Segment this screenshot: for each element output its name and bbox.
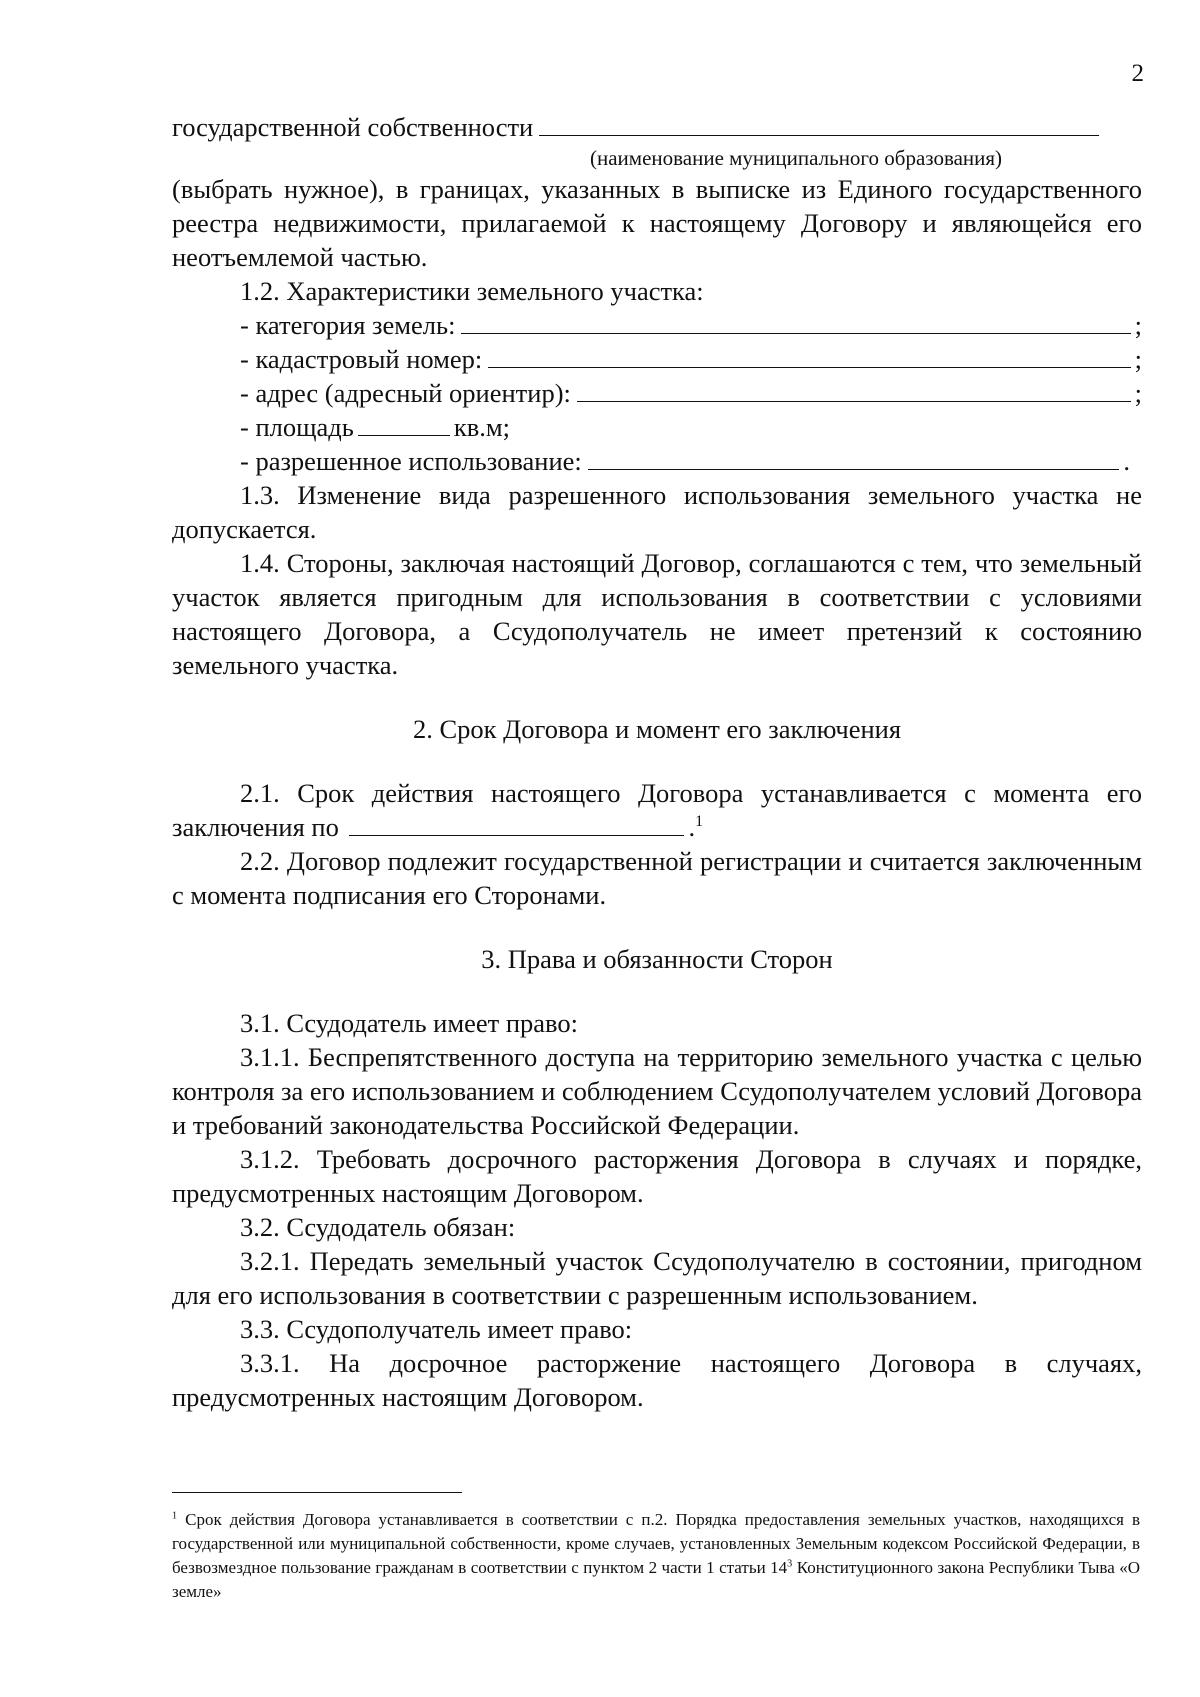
term-end-blank: [349, 834, 684, 836]
clause-1-2: 1.2. Характеристики земельного участка:: [240, 276, 704, 306]
page-number: 2: [1131, 60, 1144, 87]
footnote-separator: [172, 1492, 462, 1493]
clause-3-1-2: 3.1.2. Требовать досрочного расторжения Договора в случаях и порядке, предусмотренных настоящим Договором.: [172, 1144, 1142, 1208]
footnote-text-a: Срок действия Договора устанавливается в соответствии с п.2. Порядка предоставления земельных участков, находящихся в государственной или муниципальной собственности, кроме случаев, установленных Земельным кодексом Российской Федерации, в безвозмездное пользование гражданам в соответствии с пунктом 2 части 1 статьи 14: [172, 1510, 1140, 1577]
use-blank: [588, 468, 1120, 470]
clause-2-1-end: .: [688, 812, 696, 842]
clause-1-4: 1.4. Стороны, заключая настоящий Договор, соглашаются с тем, что земельный участок является пригодным для использования в соответствии с условиями настоящего Договора, а Ссудополучатель не имеет претензий к состоянию земельного участка.: [172, 548, 1142, 680]
section-2-heading: 2. Срок Договора и момент его заключения: [412, 714, 902, 744]
cadastral-blank: [488, 366, 1130, 368]
footnote-ref: 1: [695, 813, 704, 831]
use-row: [240, 444, 1142, 478]
clause-2-1: [172, 776, 1142, 844]
address-blank: [577, 400, 1131, 402]
municipality-blank: [539, 134, 1099, 136]
clause-3-3: 3.3. Ссудополучатель имеет право:: [240, 1314, 633, 1344]
municipality-caption: (наименование муниципального образования): [590, 146, 1003, 170]
area-label: - площадь: [240, 412, 354, 442]
section-3-heading: 3. Права и обязанности Сторон: [481, 944, 833, 974]
footnote-text-b: Конституционного закона Республики Тыва «О земле»: [172, 1558, 1141, 1601]
cadastral-label: - кадастровый номер:: [240, 344, 483, 374]
footnote: [172, 1508, 1140, 1604]
area-blank: [358, 434, 450, 436]
use-period: .: [1123, 446, 1130, 476]
clause-1-3: 1.3. Изменение вида разрешенного использования земельного участка не допускается.: [172, 480, 1142, 544]
cadastral-semicolon: ;: [1134, 344, 1142, 374]
clause-2-2: 2.2. Договор подлежит государственной регистрации и считается заключенным с момента подписания его Сторонами.: [172, 846, 1142, 910]
area-row: [240, 410, 1142, 444]
address-semicolon: ;: [1134, 378, 1142, 408]
address-label: - адрес (адресный ориентир):: [240, 378, 571, 408]
clause-3-1-1: 3.1.1. Беспрепятственного доступа на территорию земельного участка с целью контроля за его использованием и соблюдением Ссудополучателем условий Договора и требований законодательства Российской Федерации.: [172, 1042, 1142, 1140]
intro-paragraph: (выбрать нужное), в границах, указанных в выписке из Единого государственного реестра недвижимости, прилагаемой к настоящему Договору и являющейся его неотъемлемой частью.: [172, 174, 1142, 272]
clause-3-1: 3.1. Ссудодатель имеет право:: [240, 1008, 578, 1038]
category-label: - категория земель:: [240, 310, 456, 340]
address-row: [240, 376, 1142, 410]
area-unit: кв.м;: [453, 412, 510, 442]
category-blank: [461, 332, 1130, 334]
use-label: - разрешенное использование:: [240, 446, 582, 476]
clause-3-2-1: 3.2.1. Передать земельный участок Ссудополучателю в состоянии, пригодном для его использования в соответствии с разрешенным использованием.: [172, 1246, 1142, 1310]
footnote-mark: 1: [172, 1510, 178, 1522]
ownership-label: государственной собственности: [172, 112, 534, 142]
category-row: [240, 308, 1142, 342]
ownership-line: [172, 110, 1142, 144]
footnote-superscript: 3: [787, 1558, 793, 1570]
clause-2-1-text: 2.1. Срок действия настоящего Договора устанавливается с момента его заключения по: [172, 778, 1142, 842]
clause-3-2: 3.2. Ссудодатель обязан:: [240, 1212, 516, 1242]
intro-block: [172, 110, 1142, 1414]
category-semicolon: ;: [1134, 310, 1142, 340]
cadastral-row: [240, 342, 1142, 376]
clause-3-3-1: 3.3.1. На досрочное расторжение настоящего Договора в случаях, предусмотренных настоящим Договором.: [172, 1348, 1142, 1412]
